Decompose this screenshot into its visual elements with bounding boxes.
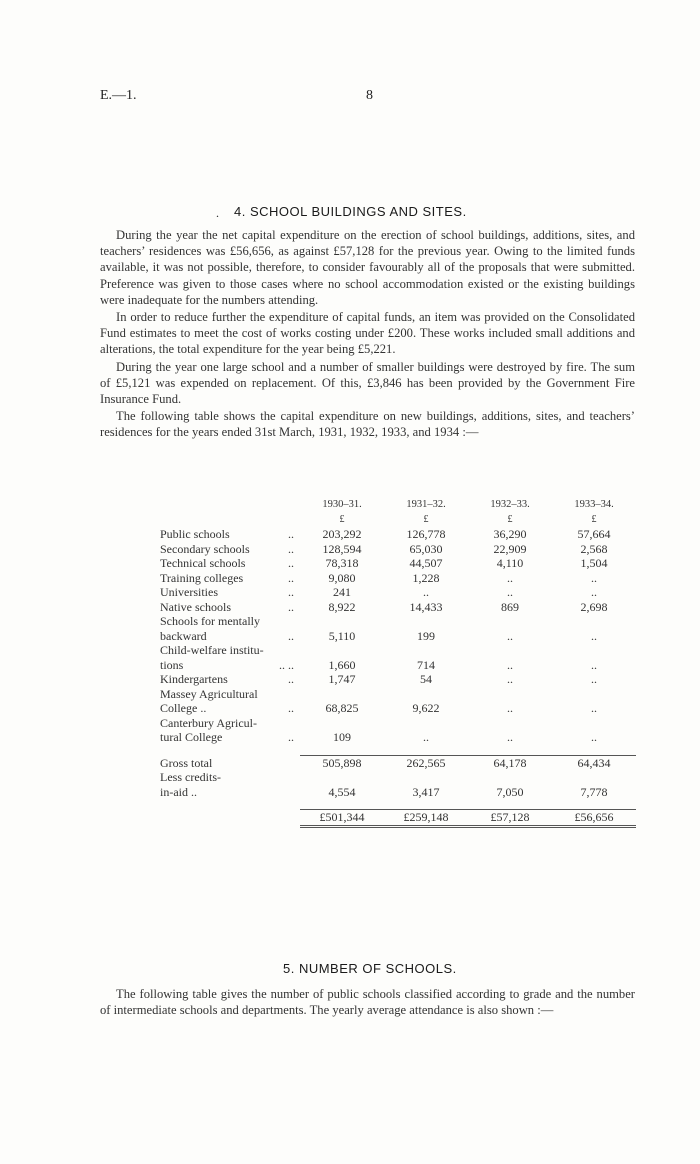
table-cell: .. <box>507 730 513 744</box>
page-reference: E.—1. <box>100 88 137 103</box>
table-cell: 5,110 <box>328 628 356 643</box>
table-cell <box>384 614 468 629</box>
gross-total-label: Gross total <box>160 755 213 770</box>
less-value: 7,050 <box>496 784 524 799</box>
table-row <box>160 614 636 629</box>
row-label-text: Massey Agricultural <box>160 686 258 701</box>
column-header: 1931–32. <box>406 499 446 510</box>
row-label <box>160 629 300 644</box>
table-cell: 203,292 <box>322 527 362 541</box>
table-cell: .. <box>591 628 597 643</box>
table-row <box>160 643 636 658</box>
section-4-body <box>100 227 635 442</box>
table-row <box>160 629 636 644</box>
gross-value: 64,434 <box>552 755 636 770</box>
table-row <box>160 730 636 745</box>
leader-dots: .. <box>288 701 294 715</box>
row-label-text: Secondary schools <box>160 541 250 556</box>
row-label <box>160 571 300 586</box>
gross-value: 64,178 <box>468 755 552 770</box>
table-cell: .. <box>591 672 597 686</box>
in-aid-label: in-aid .. <box>160 784 197 799</box>
net-value: £56,656 <box>552 810 636 827</box>
net-value: £259,148 <box>384 810 468 827</box>
table-cell <box>300 687 384 702</box>
leader-dots: .. <box>288 570 294 585</box>
paragraph: The following table shows the capital expenditure on new buildings, additions, sites, and teachers’ residences for the years ended 31st March, 1931, 1932, 1933, and 1934 :— <box>100 409 635 440</box>
leader-dots: .. <box>288 672 294 686</box>
paragraph: During the year the net capital expenditure on the erection of school buildings, additions, sites, and teachers’ residences was £56,656, as against £57,128 for the previous year. Owing to the limited funds available, it was not possible, therefore, to consider favourably all of the proposals that were submitted. Preference was given to those cases where no school accommodation existed or the existing buildings were inadequate for the numbers attending. <box>100 228 635 307</box>
row-label <box>160 643 300 658</box>
table-cell: 9,080 <box>328 570 356 585</box>
row-label <box>160 730 300 745</box>
less-value: 4,554 <box>328 784 356 799</box>
table-cell <box>468 643 552 658</box>
title-dot: . <box>216 206 219 220</box>
row-label-text: Public schools <box>160 527 230 541</box>
table-cell: 109 <box>333 730 351 744</box>
table-cell <box>552 716 636 731</box>
row-label <box>160 585 300 600</box>
table-cell: 241 <box>333 585 351 599</box>
unit-label: £ <box>339 513 345 525</box>
gross-value: 505,898 <box>300 755 384 770</box>
table-cell: .. <box>591 657 597 672</box>
table-row <box>160 701 636 716</box>
less-value: 7,778 <box>580 784 608 799</box>
leader-dots: .. .. <box>279 657 294 672</box>
column-header: 1933–34. <box>574 499 614 510</box>
row-label <box>160 542 300 557</box>
table-cell <box>552 614 636 629</box>
row-label-text: Native schools <box>160 599 231 614</box>
table-cell <box>300 716 384 731</box>
row-label <box>160 658 300 673</box>
table-cell: .. <box>507 672 513 686</box>
table-cell <box>384 716 468 731</box>
table-cell: 78,318 <box>325 556 359 570</box>
table-cell <box>468 716 552 731</box>
table-cell: 4,110 <box>496 556 524 570</box>
gross-value: 262,565 <box>384 755 468 770</box>
row-label-text: Child-welfare institu- <box>160 643 264 657</box>
table-cell <box>300 614 384 629</box>
row-label-text: Kindergartens <box>160 672 228 686</box>
row-label-text: backward <box>160 628 207 643</box>
table-body <box>160 527 636 745</box>
table-cell: 1,228 <box>412 570 440 585</box>
table-row <box>160 527 636 542</box>
unit-label: £ <box>423 513 429 525</box>
table-cell: 65,030 <box>409 541 443 556</box>
row-label-text: Universities <box>160 585 218 599</box>
table-cell: .. <box>591 730 597 744</box>
table-cell: 54 <box>420 672 432 686</box>
table-cell: 9,622 <box>412 701 440 715</box>
row-label <box>160 614 300 629</box>
table-cell: 1,660 <box>328 657 356 672</box>
table-cell: 14,433 <box>409 599 443 614</box>
row-label <box>160 687 300 702</box>
row-label <box>160 716 300 731</box>
row-label-text: Training colleges <box>160 570 244 585</box>
table-cell: 869 <box>501 599 519 614</box>
table-cell: 57,664 <box>577 527 611 541</box>
table-row <box>160 716 636 731</box>
table-cell: .. <box>591 585 597 599</box>
less-credits-label: Less credits- <box>160 770 221 784</box>
table-row <box>160 585 636 600</box>
page-number: 8 <box>366 88 373 103</box>
row-label-text: Schools for mentally <box>160 614 260 628</box>
leader-dots: .. <box>288 730 294 744</box>
unit-label: £ <box>591 513 597 525</box>
table-cell: .. <box>507 585 513 599</box>
table-cell: 22,909 <box>493 541 527 556</box>
leader-dots: .. <box>288 527 294 541</box>
leader-dots: .. <box>288 585 294 599</box>
table-row <box>160 600 636 615</box>
capital-expenditure-table <box>160 498 636 828</box>
table-cell: .. <box>591 570 597 585</box>
table-cell <box>468 614 552 629</box>
leader-dots: .. <box>288 599 294 614</box>
row-label <box>160 527 300 542</box>
table-cell: 2,698 <box>580 599 608 614</box>
section-4-title: 4. SCHOOL BUILDINGS AND SITES. <box>234 204 467 219</box>
table-cell: 44,507 <box>409 556 443 570</box>
paragraph: In order to reduce further the expenditure of capital funds, an item was provided on the Consolidated Fund estimates to meet the cost of works costing under £200. These works included small additions and alterations, the total expenditure for the year being £5,221. <box>100 310 635 357</box>
table-cell <box>300 643 384 658</box>
table-cell: 2,568 <box>580 541 608 556</box>
row-label-text: Technical schools <box>160 556 246 570</box>
table-row <box>160 542 636 557</box>
table-cell: 126,778 <box>406 527 446 541</box>
table-cell <box>552 687 636 702</box>
row-label <box>160 556 300 571</box>
table-cell: .. <box>423 585 429 599</box>
table-cell: .. <box>507 628 513 643</box>
table-cell: 36,290 <box>493 527 527 541</box>
section-5-body <box>100 986 635 1019</box>
row-label <box>160 672 300 687</box>
table-cell: 8,922 <box>328 599 356 614</box>
table-row <box>160 658 636 673</box>
net-value: £57,128 <box>468 810 552 827</box>
table-cell: .. <box>507 657 513 672</box>
table-cell <box>384 687 468 702</box>
table-cell: 1,504 <box>580 556 608 570</box>
row-label-text: tions <box>160 657 184 672</box>
table-cell: .. <box>423 730 429 744</box>
column-header: 1932–33. <box>490 499 530 510</box>
section-5-title: 5. NUMBER OF SCHOOLS. <box>283 961 457 976</box>
row-label-text: Canterbury Agricul- <box>160 715 257 730</box>
table-row <box>160 556 636 571</box>
table-row <box>160 672 636 687</box>
row-label <box>160 701 300 716</box>
unit-label: £ <box>507 513 513 525</box>
less-value: 3,417 <box>412 784 440 799</box>
table-cell: 714 <box>417 657 435 672</box>
table-cell <box>468 687 552 702</box>
table-cell: 1,747 <box>328 672 356 686</box>
net-value: £501,344 <box>300 810 384 827</box>
table-cell: 68,825 <box>325 701 359 715</box>
column-header: 1930–31. <box>322 499 362 510</box>
row-label-text: College .. <box>160 701 207 715</box>
leader-dots: .. <box>288 628 294 643</box>
leader-dots: .. <box>288 556 294 570</box>
table-cell <box>552 643 636 658</box>
table-cell: .. <box>507 570 513 585</box>
table-cell: 128,594 <box>322 541 362 556</box>
row-label-text: tural College <box>160 730 223 744</box>
table-row <box>160 571 636 586</box>
table-cell: 199 <box>417 628 435 643</box>
table-cell <box>384 643 468 658</box>
table-cell: .. <box>507 701 513 715</box>
paragraph: The following table gives the number of public schools classified according to grade and the number of intermediate schools and departments. The yearly average attendance is also shown :— <box>100 987 635 1018</box>
table-row <box>160 687 636 702</box>
table-cell: .. <box>591 701 597 715</box>
row-label <box>160 600 300 615</box>
leader-dots: .. <box>288 541 294 556</box>
paragraph: During the year one large school and a number of smaller buildings were destroyed by fire. The sum of £5,121 was expended on replacement. Of this, £3,846 has been provided by the Government Fire Insurance Fund. <box>100 359 635 407</box>
